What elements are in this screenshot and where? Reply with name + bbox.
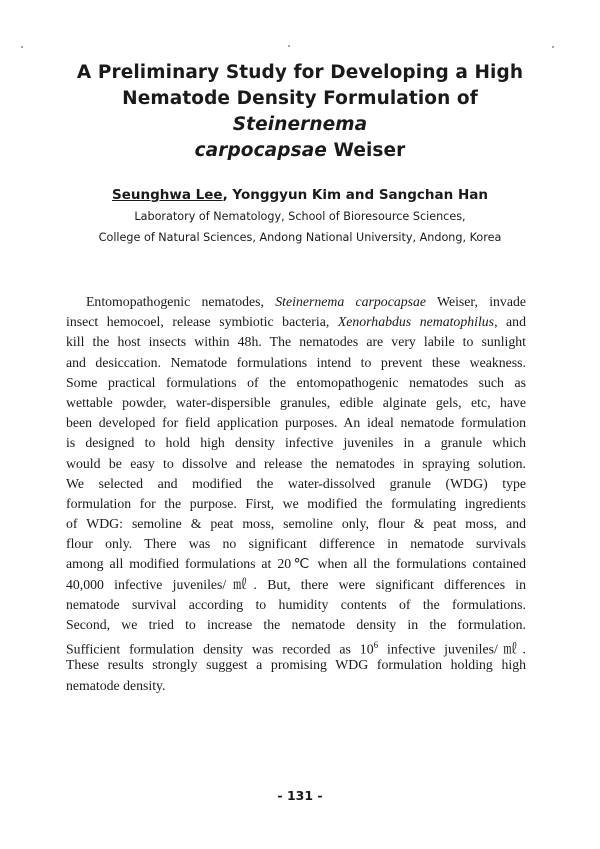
abstract-line: been developed for field application purposes. An ideal nematode formulation [66,415,526,431]
title-line-2 [60,86,540,138]
co-authors: , Yonggyun Kim and Sangchan Han [222,187,488,203]
scan-speck [288,45,290,47]
species-name: Xenorhabdus nematophilus [337,314,495,330]
page-number: - 131 - [277,788,323,803]
abstract-line: We selected and modified the water-dissolved granule (WDG) type [66,475,526,491]
title-text: Nematode Density Formulation of [122,88,478,109]
abstract-line: These results strongly suggest a promising WDG formulation holding high [66,657,526,673]
species-name: Steinernema carpocapsae [275,294,427,309]
abstract-line: is designed to hold high density infective juveniles in a granule which [66,435,526,451]
abstract-body [66,292,526,696]
abstract-line: wettable powder, water-dispersible granules, edible alginate gels, etc, have [66,394,526,410]
title-genus: Steinernema [232,114,368,135]
abstract-line: and desiccation. Nematode formulations intend to prevent these weakness. [66,354,526,370]
text: Weiser, invade [426,294,526,309]
scan-speck [21,46,23,48]
scan-speck [552,46,554,48]
abstract-line: formulation for the purpose. First, we modified the formulating ingredients [66,495,526,511]
text: insect hemocoel, release symbiotic bacteria, [66,314,338,330]
title-line-3 [60,138,540,164]
exponent: 6 [373,640,379,651]
abstract-line: Some practical formulations of the entomopathogenic nematodes such as [66,374,526,390]
abstract-line: flour only. There was no significant difference in nematode survivals [66,536,526,552]
text: Entomopathogenic nematodes, [86,294,276,309]
title-species: carpocapsae [194,140,327,161]
abstract-line: among all modified formulations at 20℃ when all the formulations contained [66,556,526,572]
abstract-line [66,635,526,655]
presenting-author: Seunghwa Lee [112,187,223,203]
abstract-line: 40,000 infective juveniles/㎖. But, there were significant differences in [66,576,526,592]
affiliation-line-2: College of Natural Sciences, Andong National University, Andong, Korea [98,231,502,244]
abstract-line [66,312,526,332]
abstract-line: nematode survival according to humidity contents of the formulations. [66,596,526,612]
paper-title [60,60,540,164]
abstract-line: of WDG: semoline & peat moss, semoline only, flour & peat moss, and [66,516,526,532]
abstract-line: kill the host insects within 48h. The nematodes are very labile to sunlight [66,334,526,350]
title-authority: Weiser [326,140,406,161]
text: , and [494,314,526,330]
affiliation-line-1: Laboratory of Nematology, School of Bioresource Sciences, [134,210,466,223]
text: Sufficient formulation density was recorded as 10 [66,641,374,657]
abstract-line: Second, we tried to increase the nematode density in the formulation. [66,617,526,632]
abstract-line: would be easy to dissolve and release the nematodes in spraying solution. [66,455,526,471]
text: infective juveniles/㎖. [378,641,526,657]
abstract-line [66,292,526,312]
title-line-1: A Preliminary Study for Developing a High [76,62,524,83]
abstract-line: nematode density. [66,677,166,693]
author-list [40,187,560,203]
